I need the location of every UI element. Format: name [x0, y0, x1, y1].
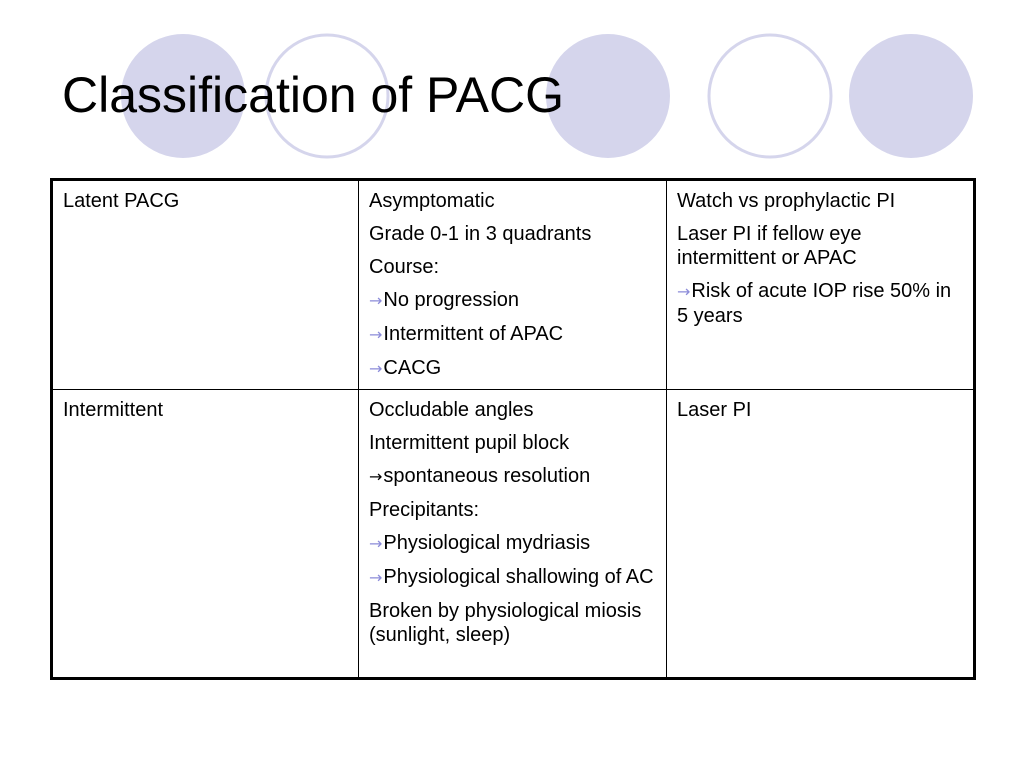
- cell-text: Laser PI if fellow eye intermittent or APAC: [677, 223, 862, 269]
- arrow-right-icon: →: [369, 325, 383, 344]
- cell-line: [369, 464, 656, 489]
- cell-text: No progression: [383, 289, 520, 311]
- cell-text: spontaneous resolution: [383, 465, 591, 487]
- cell-line: [677, 279, 963, 328]
- cell-line: [369, 189, 656, 213]
- cell-line: [369, 565, 656, 590]
- cell-text: Occludable angles: [369, 399, 534, 421]
- cell-text: Broken by physiological miosis (sunlight, sleep): [369, 600, 642, 646]
- arrow-right-icon: →: [677, 282, 691, 301]
- cell-line: [369, 498, 656, 522]
- features-cell: [359, 390, 667, 679]
- cell-text: Laser PI: [677, 399, 752, 421]
- cell-line: [369, 322, 656, 347]
- decor-circle-outline-2: [709, 35, 831, 157]
- cell-text: CACG: [383, 357, 442, 379]
- decor-circle-filled-2: [546, 34, 670, 158]
- cell-text: Precipitants:: [369, 499, 480, 521]
- features-cell: [359, 180, 667, 390]
- cell-text: Risk of acute IOP rise 50% in 5 years: [677, 280, 952, 327]
- cell-line: [369, 255, 656, 279]
- cell-text: Asymptomatic: [369, 190, 495, 212]
- arrow-right-icon: →: [369, 467, 383, 486]
- cell-line: [369, 431, 656, 455]
- cell-line: [369, 222, 656, 246]
- cell-text: Physiological mydriasis: [383, 532, 591, 554]
- cell-text: Watch vs prophylactic PI: [677, 190, 896, 212]
- arrow-right-icon: →: [369, 534, 383, 553]
- decor-circle-filled-3: [849, 34, 973, 158]
- management-cell: [667, 390, 975, 679]
- cell-line: [677, 398, 963, 422]
- cell-text: Physiological shallowing of AC: [383, 566, 654, 588]
- cell-text: Course:: [369, 256, 440, 278]
- arrow-right-icon: →: [369, 291, 383, 310]
- stage-label: Intermittent: [63, 399, 164, 421]
- cell-text: Intermittent pupil block: [369, 432, 570, 454]
- cell-line: [369, 398, 656, 422]
- cell-text: Grade 0-1 in 3 quadrants: [369, 223, 592, 245]
- stage-label: Latent PACG: [63, 190, 180, 212]
- table-row: [52, 180, 975, 390]
- cell-text: Intermittent of APAC: [383, 323, 564, 345]
- stage-cell: [52, 180, 359, 390]
- stage-cell: [52, 390, 359, 679]
- cell-line: [369, 531, 656, 556]
- management-cell: [667, 180, 975, 390]
- classification-table: [50, 178, 976, 680]
- cell-line: [369, 356, 656, 381]
- arrow-right-icon: →: [369, 359, 383, 378]
- arrow-right-icon: →: [369, 568, 383, 587]
- cell-line: [369, 599, 656, 647]
- table-row: [52, 390, 975, 679]
- cell-line: [677, 222, 963, 270]
- cell-line: [677, 189, 963, 213]
- cell-line: [369, 288, 656, 313]
- slide-title: Classification of PACG: [62, 67, 565, 123]
